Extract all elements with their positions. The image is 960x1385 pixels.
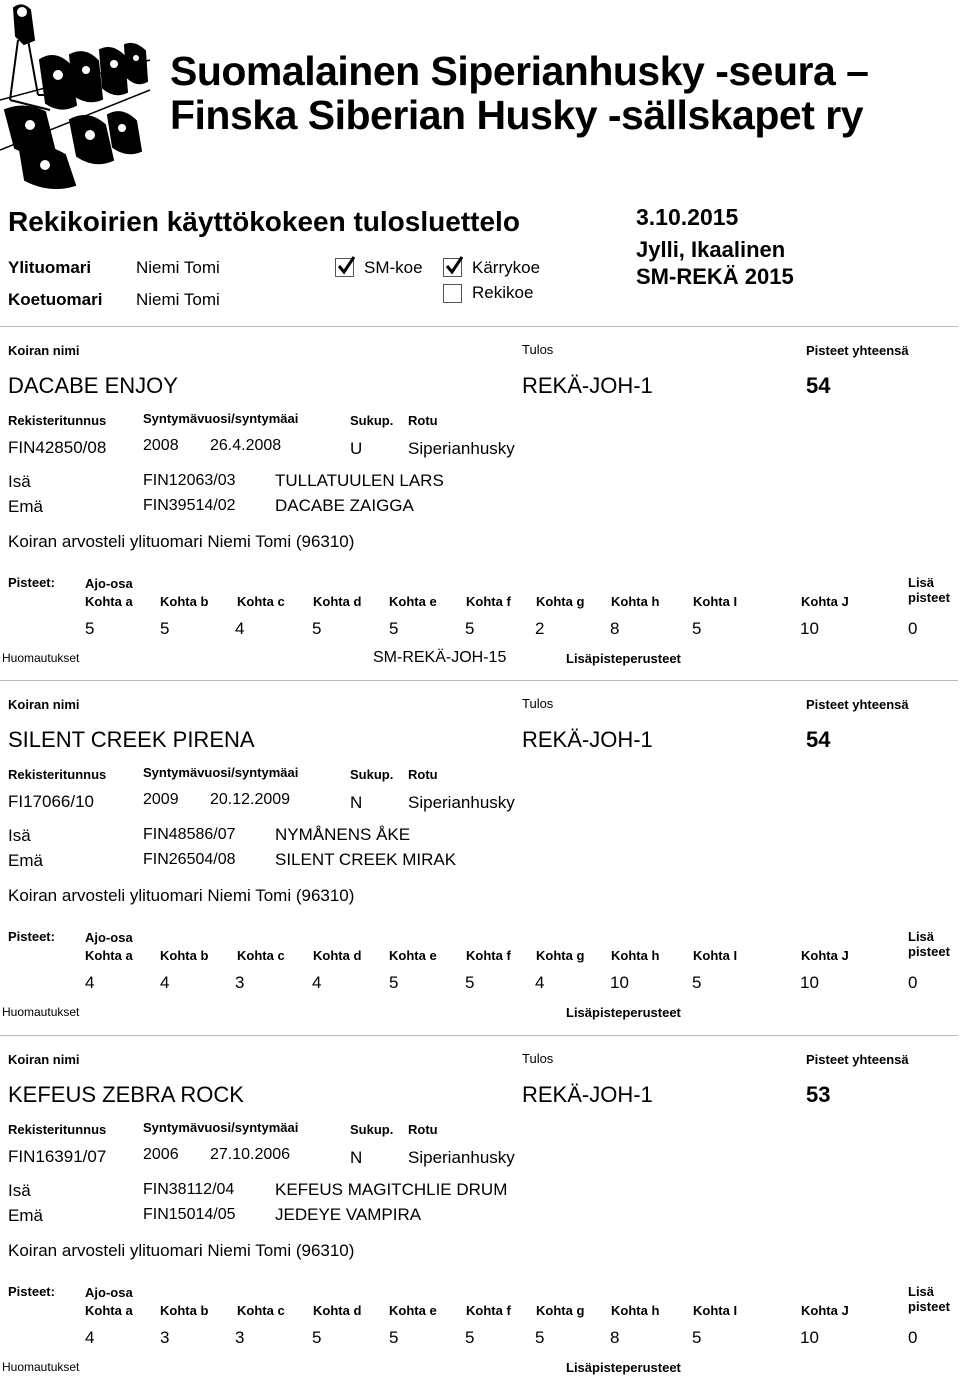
birth-label: Syntymävuosi/syntymäai xyxy=(143,411,299,426)
item-score: 10 xyxy=(800,1328,819,1347)
birth-year-value: 2006 xyxy=(143,1146,179,1163)
dam-label: Emä xyxy=(8,1206,43,1225)
reg-no-label: Rekisteritunnus xyxy=(8,1122,107,1137)
run-label: Ajo-osa xyxy=(85,576,133,591)
sire-name-value: NYMÅNENS ÅKE xyxy=(275,825,411,844)
item-label: Kohta h xyxy=(611,594,660,609)
extra-label-top: Lisä xyxy=(908,1284,935,1299)
sire-label: Isä xyxy=(8,826,31,845)
remarks-value: SM-REKÄ-JOH-15 xyxy=(373,649,507,666)
item-label: Kohta a xyxy=(85,948,133,963)
item-score: 5 xyxy=(692,1328,702,1347)
run-label: Ajo-osa xyxy=(85,930,133,945)
item-score: 5 xyxy=(692,619,702,638)
breed-value: Siperianhusky xyxy=(408,1148,515,1167)
extra-label-bottom: pisteet xyxy=(908,944,950,959)
dam-label: Emä xyxy=(8,497,43,516)
result-label: Tulos xyxy=(522,696,554,711)
sire-reg-value: FIN12063/03 xyxy=(143,472,236,489)
sire-name-value: KEFEUS MAGITCHLIE DRUM xyxy=(275,1180,508,1199)
sire-name-value: TULLATUULEN LARS xyxy=(275,471,444,490)
test-judge-label: Koetuomari xyxy=(8,290,103,309)
sm-koe-label: SM-koe xyxy=(364,258,423,277)
extra-basis-label: Lisäpisteperusteet xyxy=(566,651,681,666)
dam-name-value: JEDEYE VAMPIRA xyxy=(275,1205,422,1224)
item-score: 5 xyxy=(535,1328,545,1347)
item-score: 4 xyxy=(85,1328,95,1347)
breed-label: Rotu xyxy=(408,413,438,428)
breed-value: Siperianhusky xyxy=(408,793,515,812)
item-label: Kohta b xyxy=(160,1303,209,1318)
document-title: Rekikoirien käyttökokeen tulosluettelo xyxy=(8,206,520,237)
chief-judge-label: Ylituomari xyxy=(8,258,92,277)
event-place: Jylli, Ikaalinen xyxy=(636,237,786,262)
section-divider xyxy=(0,1035,958,1036)
org-name-fi: Suomalainen Siperianhusky -seura – xyxy=(170,48,869,94)
org-name-sv: Finska Siberian Husky -sällskapet ry xyxy=(170,92,863,138)
item-score: 5 xyxy=(389,1328,399,1347)
test-judge-value: Niemi Tomi xyxy=(136,290,220,309)
birth-date-value: 27.10.2006 xyxy=(210,1146,291,1163)
checkmark-icon xyxy=(445,256,463,276)
extra-label-top: Lisä xyxy=(908,575,935,590)
extra-basis-label: Lisäpisteperusteet xyxy=(566,1005,681,1020)
birth-label: Syntymävuosi/syntymäai xyxy=(143,765,299,780)
chief-judge-value: Niemi Tomi xyxy=(136,258,220,277)
extra-label-bottom: pisteet xyxy=(908,590,950,605)
judged-by-text: Koiran arvosteli ylituomari Niemi Tomi (96310) xyxy=(8,886,355,905)
extra-basis-label: Lisäpisteperusteet xyxy=(566,1360,681,1375)
item-score: 3 xyxy=(235,1328,245,1347)
judged-by-text: Koiran arvosteli ylituomari Niemi Tomi (96310) xyxy=(8,532,355,551)
sex-label: Sukup. xyxy=(350,1122,394,1137)
item-label: Kohta g xyxy=(536,948,585,963)
dog-name-label: Koiran nimi xyxy=(8,697,80,712)
breed-value: Siperianhusky xyxy=(408,439,515,458)
item-score: 2 xyxy=(535,619,545,638)
birth-year-value: 2008 xyxy=(143,437,179,454)
dam-label: Emä xyxy=(8,851,43,870)
item-label: Kohta g xyxy=(536,1303,585,1318)
item-score: 4 xyxy=(85,973,95,992)
rekikoe-checkbox[interactable] xyxy=(443,284,462,303)
item-label: Kohta d xyxy=(313,948,362,963)
item-score: 5 xyxy=(692,973,702,992)
dog-result-section xyxy=(0,326,960,676)
dog-name-label: Koiran nimi xyxy=(8,343,80,358)
item-score: 3 xyxy=(235,973,245,992)
total-label: Pisteet yhteensä xyxy=(806,697,909,712)
extra-points-value: 0 xyxy=(908,973,918,992)
item-score: 4 xyxy=(235,619,245,638)
dog-sled-logo xyxy=(0,0,160,190)
total-value: 54 xyxy=(806,727,831,752)
item-label: Kohta J xyxy=(801,948,849,963)
item-label: Kohta d xyxy=(313,1303,362,1318)
dog-name: DACABE ENJOY xyxy=(8,373,178,398)
item-label: Kohta a xyxy=(85,1303,133,1318)
sex-label: Sukup. xyxy=(350,413,394,428)
item-label: Kohta f xyxy=(466,1303,511,1318)
dog-name: SILENT CREEK PIRENA xyxy=(8,727,255,752)
reg-no-value: FI17066/10 xyxy=(8,792,95,811)
result-value: REKÄ-JOH-1 xyxy=(522,373,653,398)
points-label: Pisteet: xyxy=(8,575,55,590)
event-name: SM-REKÄ 2015 xyxy=(636,264,794,289)
reg-no-label: Rekisteritunnus xyxy=(8,767,107,782)
item-score: 5 xyxy=(312,1328,322,1347)
sex-value: N xyxy=(350,793,363,812)
dog-name: KEFEUS ZEBRA ROCK xyxy=(8,1082,244,1107)
section-divider xyxy=(0,326,958,327)
sex-label: Sukup. xyxy=(350,767,394,782)
reg-no-value: FIN16391/07 xyxy=(8,1147,107,1166)
sex-value: N xyxy=(350,1148,363,1167)
item-score: 5 xyxy=(389,619,399,638)
result-value: REKÄ-JOH-1 xyxy=(522,1082,653,1107)
item-score: 5 xyxy=(465,1328,475,1347)
sire-label: Isä xyxy=(8,1181,31,1200)
item-score: 4 xyxy=(535,973,545,992)
item-label: Kohta e xyxy=(389,1303,437,1318)
breed-label: Rotu xyxy=(408,1122,438,1137)
item-label: Kohta I xyxy=(693,948,738,963)
item-score: 5 xyxy=(465,973,475,992)
item-label: Kohta d xyxy=(313,594,362,609)
remarks-label: Huomautukset xyxy=(2,1360,80,1374)
result-label: Tulos xyxy=(522,1051,554,1066)
item-score: 4 xyxy=(312,973,322,992)
reg-no-label: Rekisteritunnus xyxy=(8,413,107,428)
item-label: Kohta c xyxy=(237,594,285,609)
item-score: 10 xyxy=(800,619,819,638)
item-label: Kohta c xyxy=(237,948,285,963)
dam-reg-value: FIN15014/05 xyxy=(143,1206,236,1223)
dam-name-value: DACABE ZAIGGA xyxy=(275,496,414,515)
karrykoe-checkbox[interactable] xyxy=(443,258,462,277)
result-label: Tulos xyxy=(522,342,554,357)
dog-result-section xyxy=(0,680,960,1030)
judged-by-text: Koiran arvosteli ylituomari Niemi Tomi (96310) xyxy=(8,1241,355,1260)
sire-reg-value: FIN48586/07 xyxy=(143,826,236,843)
extra-points-value: 0 xyxy=(908,619,918,638)
birth-year-value: 2009 xyxy=(143,791,179,808)
remarks-label: Huomautukset xyxy=(2,1005,80,1019)
item-label: Kohta a xyxy=(85,594,133,609)
extra-label-bottom: pisteet xyxy=(908,1299,950,1314)
event-date: 3.10.2015 xyxy=(636,204,739,230)
item-score: 3 xyxy=(160,1328,170,1347)
sm-koe-checkbox[interactable] xyxy=(335,258,354,277)
dog-result-section xyxy=(0,1035,960,1385)
item-label: Kohta J xyxy=(801,594,849,609)
dam-name-value: SILENT CREEK MIRAK xyxy=(275,850,457,869)
item-label: Kohta f xyxy=(466,948,511,963)
item-label: Kohta f xyxy=(466,594,511,609)
points-label: Pisteet: xyxy=(8,929,55,944)
reg-no-value: FIN42850/08 xyxy=(8,438,107,457)
item-label: Kohta e xyxy=(389,948,437,963)
checkmark-icon xyxy=(337,256,355,276)
birth-date-value: 26.4.2008 xyxy=(210,437,282,454)
total-label: Pisteet yhteensä xyxy=(806,343,909,358)
item-label: Kohta I xyxy=(693,594,738,609)
item-score: 5 xyxy=(389,973,399,992)
dam-reg-value: FIN26504/08 xyxy=(143,851,236,868)
birth-date-value: 20.12.2009 xyxy=(210,791,291,808)
item-score: 4 xyxy=(160,973,170,992)
birth-label: Syntymävuosi/syntymäai xyxy=(143,1120,299,1135)
result-value: REKÄ-JOH-1 xyxy=(522,727,653,752)
item-label: Kohta b xyxy=(160,948,209,963)
breed-label: Rotu xyxy=(408,767,438,782)
run-label: Ajo-osa xyxy=(85,1285,133,1300)
section-divider xyxy=(0,680,958,681)
total-value: 53 xyxy=(806,1082,831,1107)
item-score: 10 xyxy=(800,973,819,992)
item-score: 5 xyxy=(312,619,322,638)
item-label: Kohta J xyxy=(801,1303,849,1318)
rekikoe-label: Rekikoe xyxy=(472,283,534,302)
item-label: Kohta b xyxy=(160,594,209,609)
item-label: Kohta h xyxy=(611,1303,660,1318)
extra-points-value: 0 xyxy=(908,1328,918,1347)
points-label: Pisteet: xyxy=(8,1284,55,1299)
total-label: Pisteet yhteensä xyxy=(806,1052,909,1067)
dog-name-label: Koiran nimi xyxy=(8,1052,80,1067)
item-label: Kohta e xyxy=(389,594,437,609)
item-score: 10 xyxy=(610,973,629,992)
sire-reg-value: FIN38112/04 xyxy=(143,1181,235,1198)
remarks-label: Huomautukset xyxy=(2,651,80,665)
item-score: 8 xyxy=(610,1328,620,1347)
karrykoe-label: Kärrykoe xyxy=(472,258,541,277)
item-score: 5 xyxy=(85,619,95,638)
extra-label-top: Lisä xyxy=(908,929,935,944)
item-score: 5 xyxy=(465,619,475,638)
item-score: 5 xyxy=(160,619,170,638)
item-label: Kohta h xyxy=(611,948,660,963)
item-label: Kohta c xyxy=(237,1303,285,1318)
sire-label: Isä xyxy=(8,472,31,491)
item-score: 8 xyxy=(610,619,620,638)
dam-reg-value: FIN39514/02 xyxy=(143,497,236,514)
total-value: 54 xyxy=(806,373,831,398)
sex-value: U xyxy=(350,439,363,458)
item-label: Kohta I xyxy=(693,1303,738,1318)
item-label: Kohta g xyxy=(536,594,585,609)
